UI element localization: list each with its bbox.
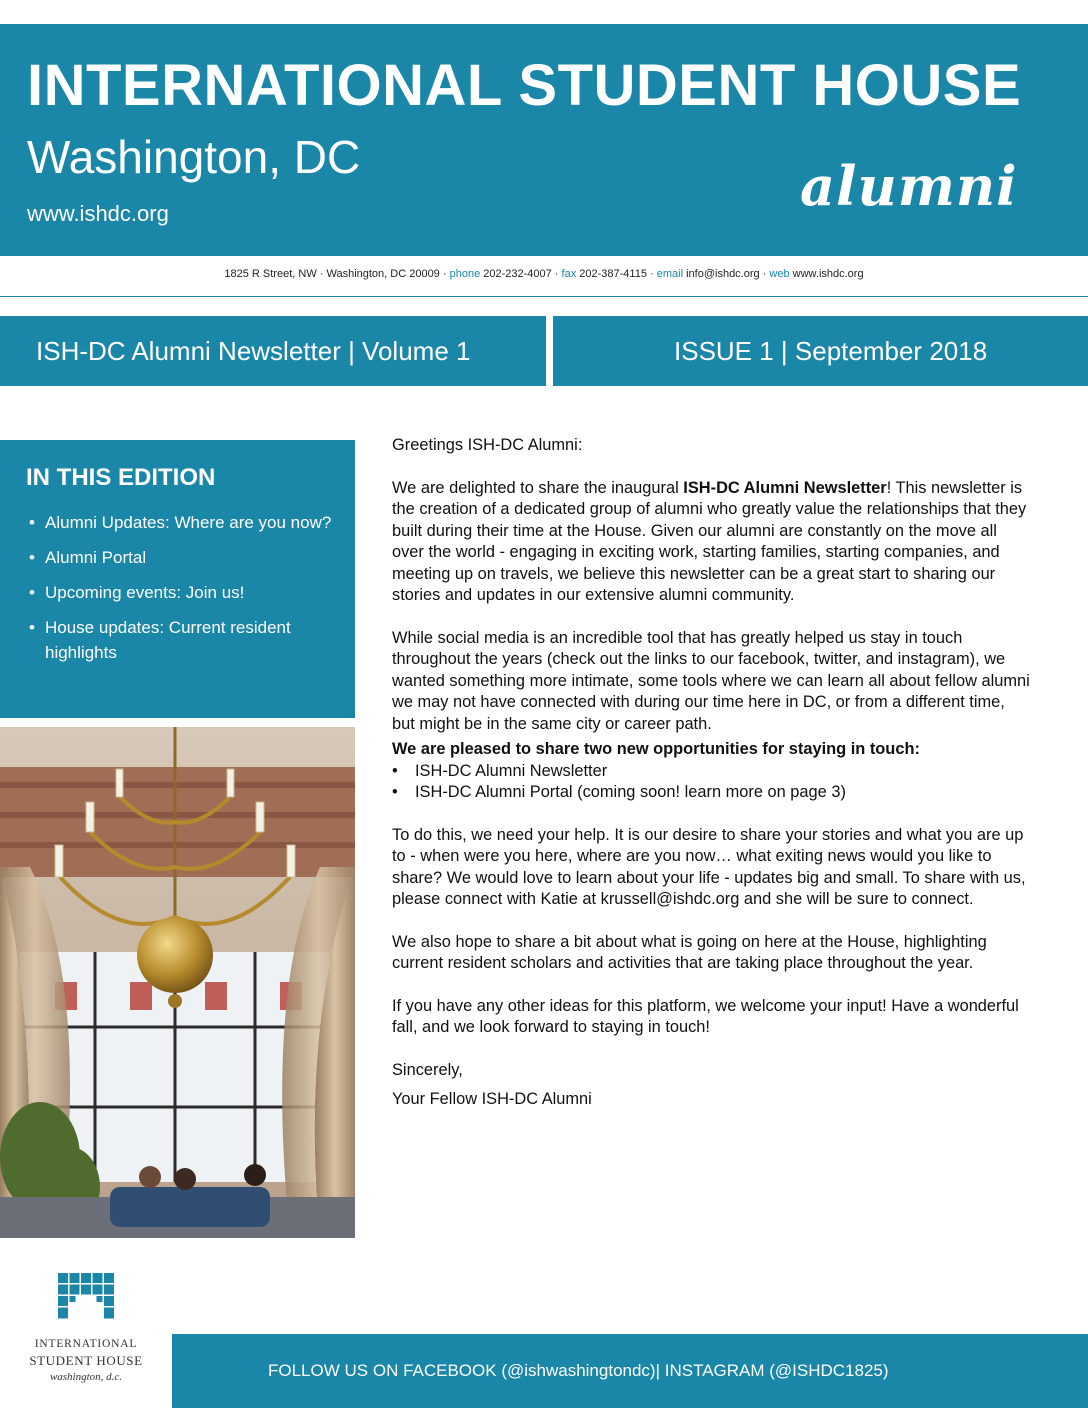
social-follow-text[interactable]: FOLLOW US ON FACEBOOK (@ishwashingtondc)| INSTAGRAM (@ISHDC1825)	[268, 1361, 889, 1380]
logo-line-3: washington, d.c.	[49, 1371, 123, 1383]
web-link[interactable]: www.ishdc.org	[789, 268, 864, 280]
newsletter-name: ISH-DC Alumni Newsletter	[683, 478, 887, 497]
paragraph-house-updates: We also hope to share a bit about what is going on here at the House, highlighting current resident scholars and activities that are taking place throughout the year.	[392, 932, 987, 972]
email-label: email	[656, 268, 684, 280]
opportunity-item: • ISH-DC Alumni Newsletter	[392, 761, 1032, 783]
opportunity-item: • ISH-DC Alumni Portal (coming soon! learn more on page 3)	[392, 782, 1032, 804]
sign-off: Sincerely,	[392, 1060, 463, 1079]
volume-label: ISH-DC Alumni Newsletter | Volume 1	[36, 336, 471, 366]
masthead-title: INTERNATIONAL STUDENT HOUSE	[27, 53, 1022, 118]
edition-item: • Alumni Portal	[26, 545, 346, 570]
divider-rule	[0, 296, 1088, 297]
contact-address: 1825 R Street, NW · Washington, DC 20009 ·	[224, 268, 450, 280]
greeting: Greetings ISH-DC Alumni:	[392, 436, 583, 454]
web-label: web	[769, 268, 790, 280]
volume-band	[0, 316, 546, 386]
phone-number: 202-232-4007 ·	[480, 268, 562, 280]
signature: Your Fellow ISH-DC Alumni	[392, 1090, 592, 1108]
fax-label: fax	[561, 268, 577, 280]
issue-label: ISSUE 1 | September 2018	[674, 336, 988, 366]
masthead	[0, 24, 1088, 256]
house-interior-photo	[0, 727, 355, 1238]
opportunities-heading: We are pleased to share two new opportunities for staying in touch:	[392, 740, 920, 758]
contact-line	[0, 268, 1088, 280]
alumni-script-wordmark: alumni	[800, 154, 1018, 218]
masthead-website-link[interactable]: www.ishdc.org	[27, 201, 169, 226]
edition-item: • Upcoming events: Join us!	[26, 580, 346, 605]
masthead-city: Washington, DC	[27, 131, 361, 183]
in-this-edition-box	[0, 440, 355, 718]
logo-line-2: STUDENT HOUSE	[29, 1353, 143, 1368]
intro-text-start: We are delighted to share the inaugural	[392, 478, 684, 497]
paragraph-social-media: While social media is an incredible tool that has greatly helped us stay in touch throughout the years (check out the links to our facebook, twitter, and instagram), we wanted something more intimate, some tools where we can learn all about fellow alumni we may not have connected with during our time here in DC, or from a different time, but might be in the same city or career path.	[392, 628, 1030, 733]
paragraph-closing: If you have any other ideas for this platform, we welcome your input! Have a wonderful fall, and we look forward to staying in touch!	[392, 996, 1019, 1036]
social-footer	[172, 1334, 1088, 1408]
edition-item: • Alumni Updates: Where are you now?	[26, 510, 346, 535]
fax-number: 202-387-4115 ·	[576, 268, 657, 280]
welcome-letter	[392, 435, 1032, 1132]
phone-label: phone	[449, 268, 481, 280]
email-address-link[interactable]: info@ishdc.org ·	[683, 268, 770, 280]
paragraph-intro	[392, 478, 1032, 607]
paragraph-call-to-share: To do this, we need your help. It is our desire to share your stories and what you are up to - when were you here, where are you now… what exiting news would you like to share? We would love to learn about your life - updates big and small. To share with us, please connect with Katie at krussell@ishdc.org and she will be sure to connect.	[392, 825, 1026, 908]
edition-list	[26, 510, 346, 675]
ish-logo	[0, 1255, 172, 1408]
intro-text-rest: ! This newsletter is the creation of a dedicated group of alumni who greatly value the relationships that they built during their time at the House. Given our alumni are constantly on the move all over the world - engaging in exciting work, starting families, starting companies, and meeting up on travels, we believe this newsletter can be a great start to sharing our stories and updates in our extensive alumni community.	[392, 478, 1027, 604]
edition-item: • House updates: Current resident highlights	[26, 615, 346, 665]
opportunities-list	[392, 761, 1032, 804]
in-this-edition-heading: IN THIS EDITION	[26, 464, 216, 491]
issue-band	[553, 316, 1088, 386]
logo-line-1: INTERNATIONAL	[34, 1338, 138, 1350]
arch-mosaic-icon	[58, 1273, 114, 1319]
